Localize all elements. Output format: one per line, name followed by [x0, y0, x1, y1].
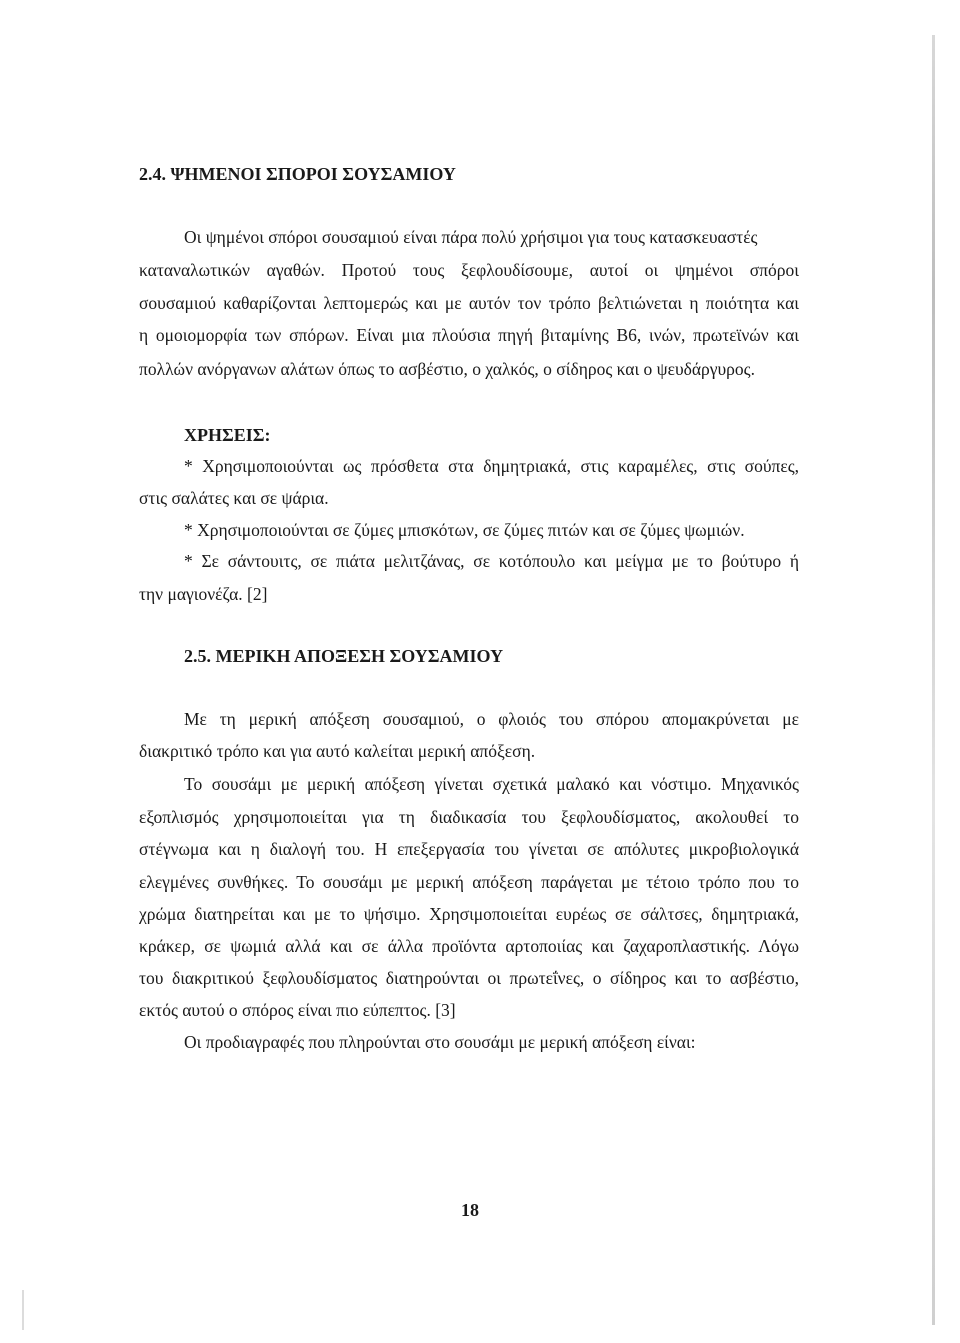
- paragraph-line: διακριτικό τρόπο και για αυτό καλείται μερική απόξεση.: [139, 741, 536, 761]
- section-heading-2-4: 2.4. ΨΗΜΕΝΟΙ ΣΠΟΡΟΙ ΣΟΥΣΑΜΙΟΥ: [139, 164, 456, 184]
- paragraph-line: του διακριτικού ξεφλουδίσματος διατηρούνται οι πρωτεΐνες, ο σίδηρος και το ασβέστιο,: [139, 968, 799, 988]
- paragraph-line: η ομοιομορφία των σπόρων. Είναι μια πλούσια πηγή βιταμίνης Β6, ινών, πρωτεϊνών και: [139, 325, 799, 345]
- paragraph-line: καταναλωτικών αγαθών. Προτού τους ξεφλουδίσουμε, αυτοί οι ψημένοι σπόροι: [139, 260, 799, 280]
- uses-line: στις σαλάτες και σε ψάρια.: [139, 488, 329, 508]
- scan-edge-shadow: [932, 35, 935, 1325]
- paragraph-line: ελεγμένες συνθήκες. Το σουσάμι με μερική απόξεση παράγεται με τέτοιο τρόπο που το: [139, 872, 799, 892]
- paragraph-line: κράκερ, σε ψωμιά αλλά και σε άλλα προϊόντα αρτοποιίας και ζαχαροπλαστικής. Λόγω: [139, 936, 799, 956]
- paragraph-line: εξοπλισμός χρησιμοποιείται για τη διαδικασία του ξεφλουδίσματος, ακολουθεί το: [139, 807, 799, 827]
- paragraph-line: εκτός αυτού ο σπόρος είναι πιο εύπεπτος. [3]: [139, 1000, 456, 1020]
- uses-line: * Χρησιμοποιούνται ως πρόσθετα στα δημητριακά, στις καραμέλες, στις σούπες,: [184, 456, 799, 476]
- uses-line: * Χρησιμοποιούνται σε ζύμες μπισκότων, σε ζύμες πιτών και σε ζύμες ψωμιών.: [184, 520, 745, 540]
- paragraph-line: σουσαμιού καθαρίζονται λεπτομερώς και με αυτόν τον τρόπο βελτιώνεται η ποιότητα και: [139, 293, 799, 313]
- uses-heading: ΧΡΗΣΕΙΣ:: [184, 425, 271, 445]
- section-heading-2-5: 2.5. ΜΕΡΙΚΗ ΑΠΟΞΕΣΗ ΣΟΥΣΑΜΙΟΥ: [184, 646, 504, 666]
- uses-line: την μαγιονέζα. [2]: [139, 584, 268, 604]
- paragraph-line: Με τη μερική απόξεση σουσαμιού, ο φλοιός του σπόρου απομακρύνεται με: [184, 709, 799, 729]
- scan-edge-mark: [22, 1290, 24, 1330]
- paragraph-line: Το σουσάμι με μερική απόξεση γίνεται σχετικά μαλακό και νόστιμο. Μηχανικός: [184, 774, 799, 794]
- uses-line: * Σε σάντουιτς, σε πιάτα μελιτζάνας, σε κοτόπουλο και μείγμα με το βούτυρο ή: [184, 551, 799, 571]
- page-number: 18: [461, 1200, 479, 1220]
- paragraph-line: χρώμα διατηρείται και με το ψήσιμο. Χρησιμοποιείται ευρέως σε σάλτσες, δημητριακά,: [139, 904, 799, 924]
- paragraph-line: πολλών ανόργανων αλάτων όπως το ασβέστιο, ο χαλκός, ο σίδηρος και ο ψευδάργυρος.: [139, 359, 755, 379]
- paragraph-line: στέγνωμα και η διαλογή του. Η επεξεργασία του γίνεται σε απόλυτες μικροβιολογικά: [139, 839, 799, 859]
- paragraph-line: Οι προδιαγραφές που πληρούνται στο σουσάμι με μερική απόξεση είναι:: [184, 1032, 696, 1052]
- paragraph-line: Οι ψημένοι σπόροι σουσαμιού είναι πάρα πολύ χρήσιμοι για τους κατασκευαστές: [184, 227, 758, 247]
